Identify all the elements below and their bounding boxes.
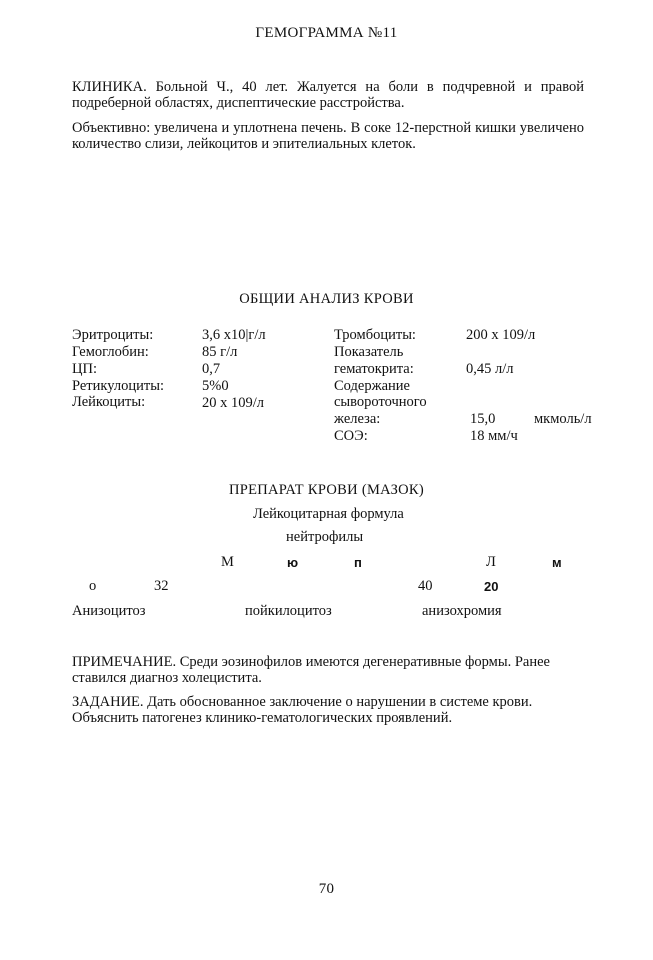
hemoglobin-value: 85 г/л: [202, 344, 238, 360]
hematocrit-value: 0,45 л/л: [466, 361, 514, 377]
hematocrit-label-line1: Показатель: [334, 344, 404, 360]
iron-value: 15,0: [470, 411, 496, 427]
neutrophils-title: нейтрофилы: [286, 529, 364, 545]
anisochromia: анизохромия: [422, 603, 502, 619]
value-o: о: [89, 578, 97, 594]
page-number: 70: [318, 881, 335, 897]
header-p: п: [354, 555, 362, 570]
color-index-label: ЦП:: [72, 361, 97, 377]
iron-label-line3: железа:: [334, 411, 381, 427]
value-40: 40: [418, 578, 433, 594]
clinic-paragraph: КЛИНИКА. Больной Ч., 40 лет. Жалуется на боли в подчревной и правой подреберной областях, диспептические расстройства.: [72, 79, 584, 111]
iron-unit: мкмоль/л: [534, 411, 592, 427]
note-paragraph: ПРИМЕЧАНИЕ. Среди эозинофилов имеются дегенеративные формы. Ранее ставился диагноз холецистита.: [72, 654, 550, 686]
poikilocytosis: пойкилоцитоз: [245, 603, 332, 619]
page-title: ГЕМОГРАММА №11: [255, 25, 398, 41]
erythrocytes-label: Эритроциты:: [72, 327, 154, 343]
reticulocytes-value: 5%0: [202, 378, 229, 394]
thrombocytes-value: 200 х 109/л: [466, 327, 536, 343]
iron-label-line2: сывороточного: [334, 394, 427, 410]
smear-title: ПРЕПАРАТ КРОВИ (МАЗОК): [228, 482, 425, 498]
task-paragraph: ЗАДАНИЕ. Дать обоснованное заключение о нарушении в системе крови. Объяснить патогенез клинико-гематологических проявлений.: [72, 694, 533, 726]
value-32: 32: [154, 578, 169, 594]
anisocytosis: Анизоцитоз: [72, 603, 146, 619]
objective-paragraph: Объективно: увеличена и уплотнена печень. В соке 12-перстной кишки увеличено количество слизи, лейкоцитов и эпителиальных клеток.: [72, 120, 584, 152]
esr-label: СОЭ:: [334, 428, 368, 444]
header-m: М: [221, 554, 234, 570]
leukocytes-value: 20 х 109/л: [202, 395, 265, 411]
header-l: Л: [486, 554, 496, 570]
leukocytes-label: Лейкоциты:: [72, 394, 146, 410]
erythrocytes-value: 3,6 х10|г/л: [202, 327, 266, 343]
hematocrit-label-line2: гематокрита:: [334, 361, 414, 377]
value-20: 20: [484, 579, 499, 594]
esr-value: 18 мм/ч: [470, 428, 518, 444]
hemoglobin-label: Гемоглобин:: [72, 344, 149, 360]
iron-label-line1: Содержание: [334, 378, 410, 394]
reticulocytes-label: Ретикулоциты:: [72, 378, 164, 394]
header-yu: ю: [287, 555, 299, 570]
color-index-value: 0,7: [202, 361, 221, 377]
thrombocytes-label: Тромбоциты:: [334, 327, 416, 343]
formula-title: Лейкоцитарная формула: [253, 506, 404, 522]
header-m-bold: м: [552, 555, 562, 570]
analysis-title: ОБЩИИ АНАЛИЗ КРОВИ: [239, 291, 414, 307]
